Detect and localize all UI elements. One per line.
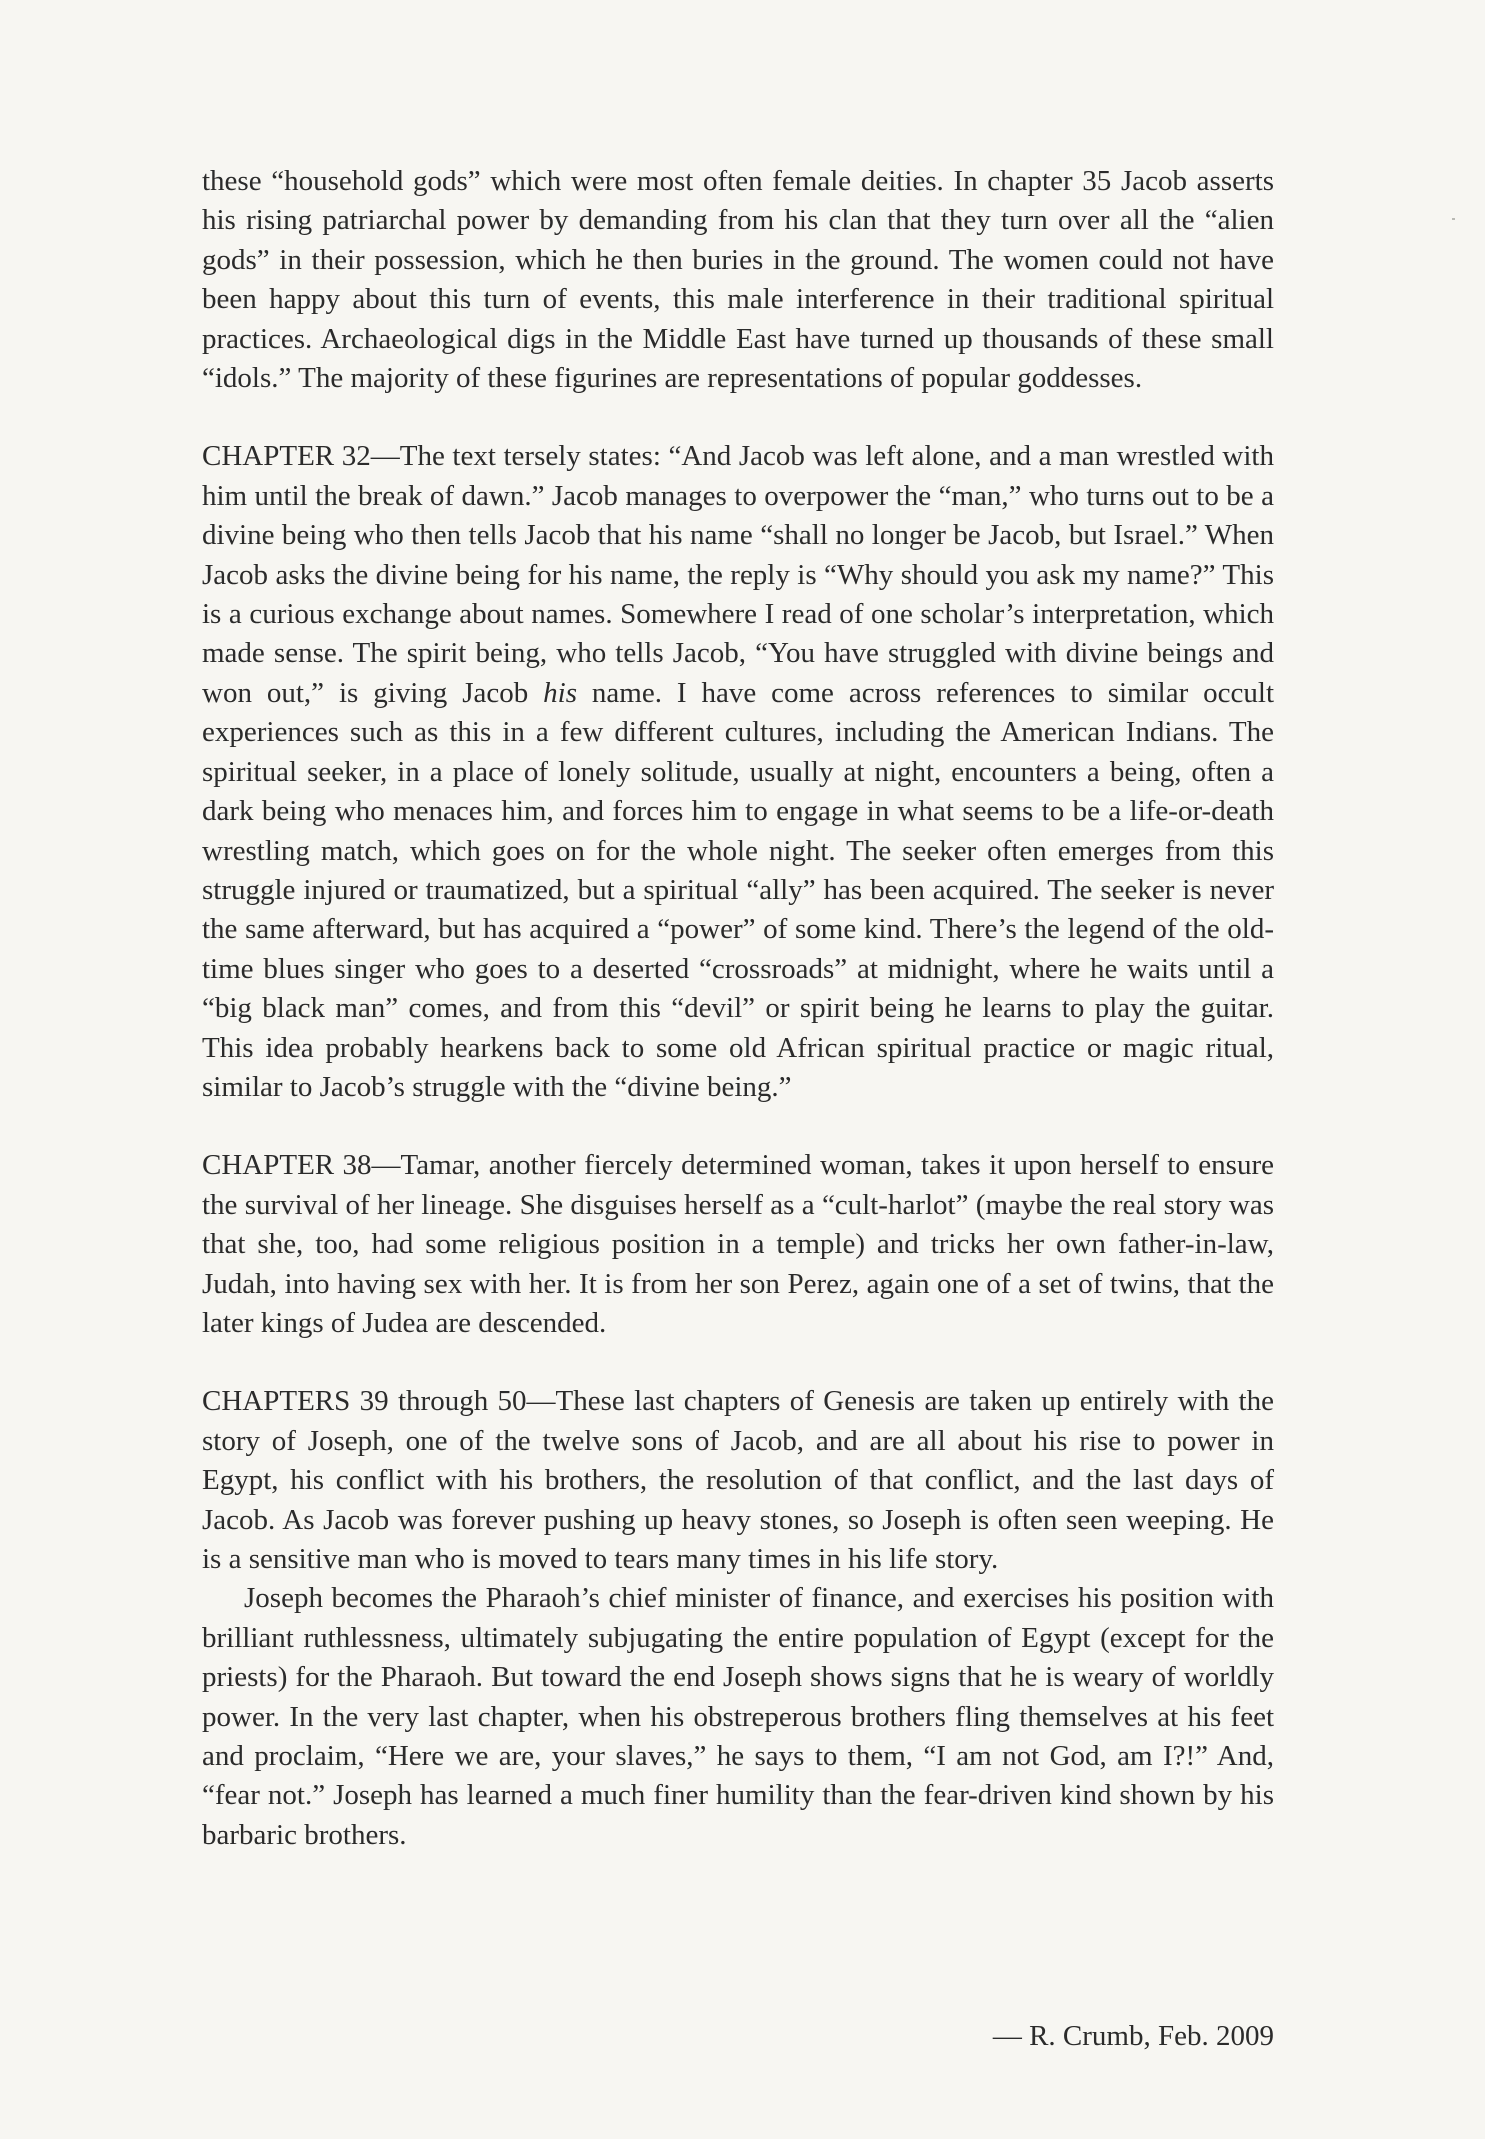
author-signature: — R. Crumb, Feb. 2009 bbox=[992, 2020, 1274, 2052]
page-body bbox=[202, 162, 1275, 2052]
italic-his: his bbox=[543, 676, 578, 709]
paragraph-joseph: Joseph becomes the Pharaoh’s chief minister of finance, and exercises his position with brilliant ruthlessness, ultimately subjugating the entire population of Egypt (except for the priests) for the Pharaoh. But toward the end Joseph shows signs that he is weary of worldly power. In the very last chapter, when his obstreperous brothers fling themselves at his feet and proclaim, “Here we are, your slaves,” he says to them, “I am not God, am I?!” And, “fear not.” Joseph has learned a much finer humility than the fear-driven kind shown by his barbaric brothers. bbox=[202, 1582, 1274, 1851]
paragraph-household-gods: these “household gods” which were most often female deities. In chapter 35 Jacob asserts his rising patriarchal power by demanding from his clan that they turn over all the “alien gods” in their possession, which he then buries in the ground. The women could not have been happy about this turn of events, this male interference in their traditional spiritual practices. Archaeological digs in the Middle East have turned up thousands of these small “idols.” The majority of these figurines are representations of popular goddesses. bbox=[202, 165, 1274, 395]
paragraph-chapters-39-50: CHAPTERS 39 through 50—These last chapters of Genesis are taken up entirely with the story of Joseph, one of the twelve sons of Jacob, and are all about his rise to power in Egypt, his conflict with his brothers, the resolution of that conflict, and the last days of Jacob. As Jacob was forever pushing up heavy stones, so Joseph is often seen weeping. He is a sensitive man who is moved to tears many times in his life story. bbox=[202, 1385, 1274, 1575]
chapter-32-text-start: CHAPTER 32—The text tersely states: “And Jacob was left alone, and a man wrestled with him until the break of dawn.” Jacob manages to overpower the “man,” who turns out to be a divine being who then tells Jacob that his name “shall no longer be Jacob, but Israel.” When Jacob asks the divine being for his name, the reply is “Why should you ask my name?” This is a curious exchange about names. Somewhere I read of one scholar’s interpretation, which made sense. The spirit being, who tells Jacob, “You have struggled with divine beings and won out,” is giving Jacob bbox=[202, 440, 1274, 709]
paragraph-chapter-38: CHAPTER 38—Tamar, another fiercely determined woman, takes it upon herself to ensure the survival of her lineage. She disguises herself as a “cult-harlot” (maybe the real story was that she, too, had some religious position in a temple) and tricks her own father-in-law, Judah, into having sex with her. It is from her son Perez, again one of a set of twins, that the later kings of Judea are descended. bbox=[202, 1149, 1274, 1339]
paper-speck bbox=[1452, 218, 1455, 220]
paragraph-chapter-32 bbox=[202, 437, 1274, 1107]
chapter-32-text-end: name. I have come across references to similar occult experiences such as this in a few different cultures, including the American Indians. The spiritual seeker, in a place of lonely solitude, usually at night, encounters a being, often a dark being who menaces him, and forces him to engage in what seems to be a life-or-death wrestling match, which goes on for the whole night. The seeker often emerges from this struggle injured or traumatized, but a spiritual “ally” has been acquired. The seeker is never the same afterward, but has acquired a “power” of some kind. There’s the legend of the old-time blues singer who goes to a deserted “crossroads” at midnight, where he waits until a “big black man” comes, and from this “devil” or spirit being he learns to play the guitar. This idea probably hearkens back to some old African spiritual practice or magic ritual, similar to Jacob’s struggle with the “divine being.” bbox=[202, 676, 1275, 1103]
